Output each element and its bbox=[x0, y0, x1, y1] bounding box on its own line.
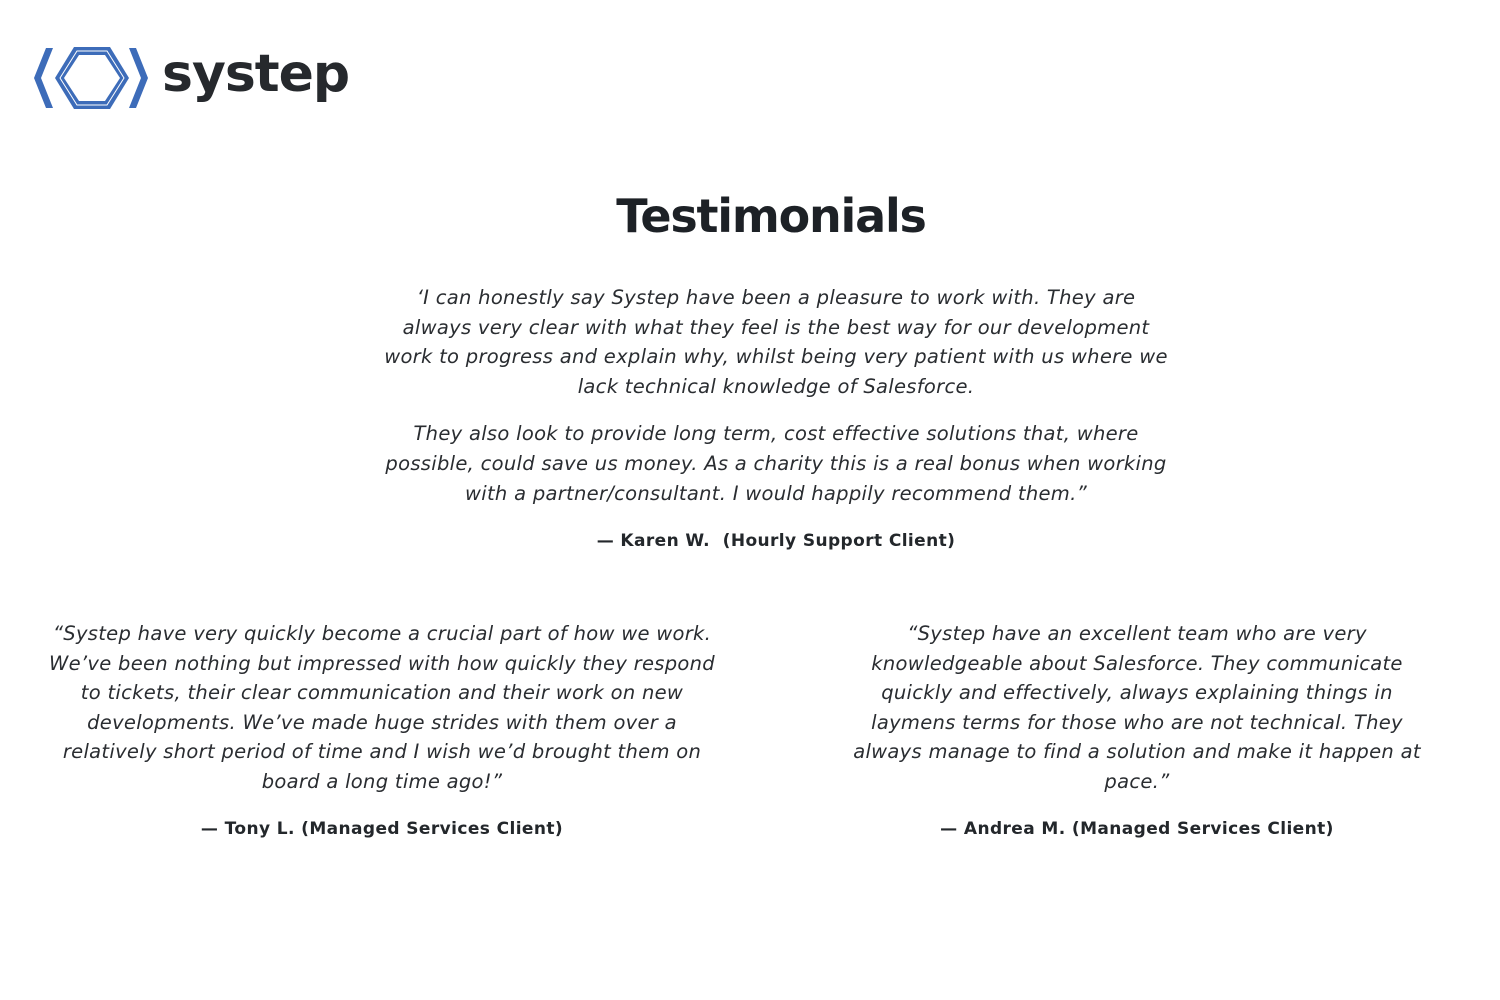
testimonial-author-tony: — Tony L. (Managed Services Client) bbox=[200, 819, 564, 839]
systep-logo[interactable] bbox=[32, 44, 349, 112]
testimonial-author-karen: — Karen W. (Hourly Support Client) bbox=[596, 531, 956, 551]
page-title: Testimonials bbox=[616, 189, 926, 243]
brand-name: systep bbox=[162, 44, 350, 104]
quote-paragraph: “Systep have an excellent team who are very knowledgeable about Salesforce. They communicate quickly and effectively, always explaining things in laymens terms for those who are not technical. They always manage to find a solution and make it happen at pace.” bbox=[853, 622, 1421, 793]
testimonial-quote-andrea bbox=[846, 619, 1428, 797]
testimonial-quote-tony bbox=[46, 619, 718, 797]
testimonial-author-andrea: — Andrea M. (Managed Services Client) bbox=[940, 819, 1334, 839]
quote-paragraph: ‘I can honestly say Systep have been a pleasure to work with. They are always very clear with what they feel is the best way for our development work to progress and explain why, whilst being very patient with us where we lack technical knowledge of Salesforce. bbox=[384, 286, 1168, 398]
quote-paragraph: “Systep have very quickly become a crucial part of how we work. We’ve been nothing but impressed with how quickly they respond to tickets, their clear communication and their work on new developments. We’ve made huge strides with them over a relatively short period of time and I wish we’d brought them on board a long time ago!” bbox=[49, 622, 715, 793]
systep-hexagon-logo-icon bbox=[32, 44, 150, 112]
testimonial-quote-karen bbox=[380, 283, 1172, 508]
quote-paragraph: They also look to provide long term, cost effective solutions that, where possible, could save us money. As a charity this is a real bonus when working with a partner/consultant. I would happily recommend them.” bbox=[385, 422, 1167, 505]
